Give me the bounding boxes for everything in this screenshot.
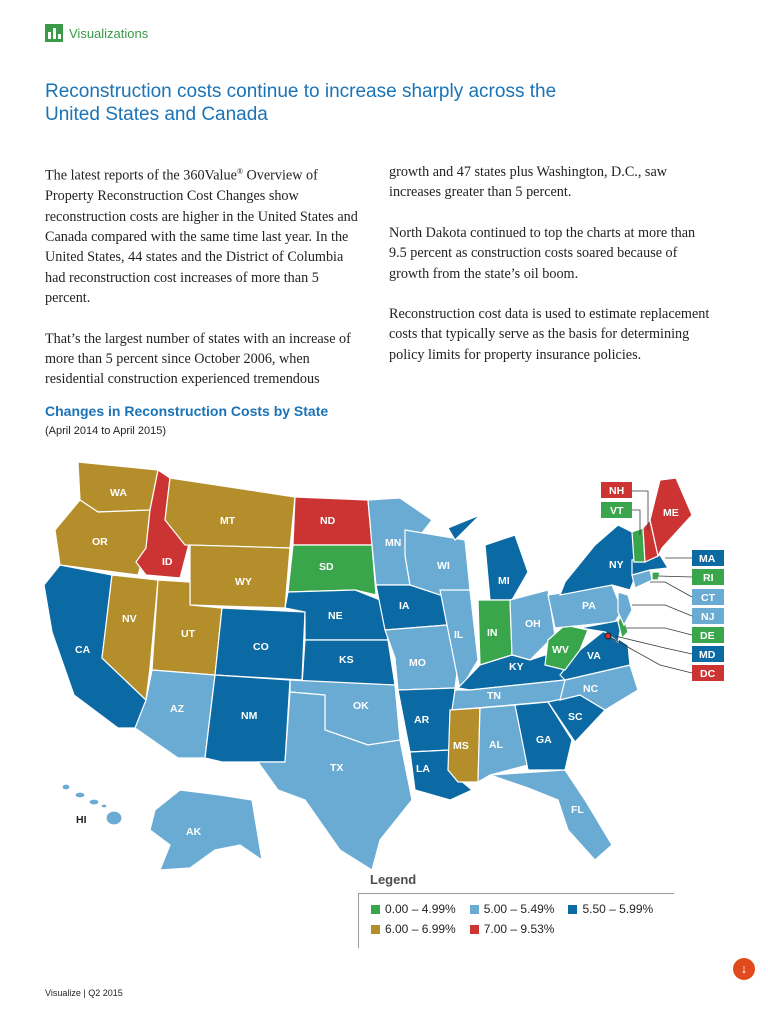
label-NE: NE <box>328 610 343 622</box>
label-ID: ID <box>162 556 173 568</box>
label-IN: IN <box>487 627 498 639</box>
callout-RI <box>692 569 724 585</box>
state-MT <box>165 478 295 548</box>
label-OR: OR <box>92 536 108 548</box>
state-HI <box>62 784 122 825</box>
body-column-left <box>45 162 367 410</box>
label-OK: OK <box>353 700 369 712</box>
label-KY: KY <box>509 661 524 673</box>
label-TX: TX <box>330 762 344 774</box>
label-NM: NM <box>241 710 258 722</box>
body-paragraph: The latest reports of the 360Value® Overview of Property Reconstruction Cost Changes show reconstruction costs are higher in the United States and Canada compared with the same time last year. In the United States, 44 states and the District of Columbia had reconstruction cost increases of more than 5 percent. <box>45 167 358 307</box>
body-column-right <box>389 162 711 385</box>
legend-item-red: 7.00 – 9.53% <box>470 922 555 936</box>
callout-MD <box>692 646 724 662</box>
state-FL <box>490 770 612 860</box>
label-KS: KS <box>339 654 354 666</box>
body-paragraph: North Dakota continued to top the charts at more than 9.5 percent as construction costs soared because of growth from the state’s oil boom. <box>389 224 696 282</box>
label-IL: IL <box>454 629 464 641</box>
svg-text:DC: DC <box>700 668 716 680</box>
body-paragraph: That’s the largest number of states with an increase of more than 5 percent since October 2006, when residential construction experienced tremendous <box>45 330 351 388</box>
label-AL: AL <box>489 739 503 751</box>
svg-text:DE: DE <box>700 630 715 642</box>
body-paragraph: Reconstruction cost data is used to estimate replacement costs that typically serve as the basis for determining policy limits for property insurance policies. <box>389 306 710 363</box>
svg-text:NJ: NJ <box>701 611 715 623</box>
legend-item-dark: 5.50 – 5.99% <box>568 902 653 916</box>
bar-chart-icon <box>45 24 63 42</box>
label-IA: IA <box>399 600 410 612</box>
svg-text:MA: MA <box>699 553 716 565</box>
label-AZ: AZ <box>170 703 184 715</box>
label-WA: WA <box>110 487 127 499</box>
page-title: Reconstruction costs continue to increase sharply across the United States and Canada <box>45 81 557 125</box>
us-map <box>0 440 768 870</box>
label-NC: NC <box>583 683 599 695</box>
dc-marker <box>605 633 611 639</box>
callout-VT <box>601 502 632 518</box>
callout-DE <box>692 627 724 643</box>
label-ND: ND <box>320 515 336 527</box>
legend-item-light: 5.00 – 5.49% <box>470 902 555 916</box>
label-WY: WY <box>235 576 252 588</box>
label-NV: NV <box>122 613 137 625</box>
label-MS: MS <box>453 740 469 752</box>
down-arrow-icon[interactable]: ↓ <box>733 958 755 980</box>
label-MO: MO <box>409 657 426 669</box>
map-legend <box>358 872 674 948</box>
callout-NJ <box>692 608 724 624</box>
label-UT: UT <box>181 628 195 640</box>
section-label: Visualizations <box>69 25 149 41</box>
legend-title: Legend <box>370 872 417 887</box>
label-AK: AK <box>186 826 202 838</box>
label-OH: OH <box>525 618 541 630</box>
label-CO: CO <box>253 641 269 653</box>
label-TN: TN <box>487 690 501 702</box>
label-LA: LA <box>416 763 430 775</box>
label-ME: ME <box>663 507 679 519</box>
legend-item-green: 0.00 – 4.99% <box>371 902 456 916</box>
body-paragraph: growth and 47 states plus Washington, D.C., saw increases greater than 5 percent. <box>389 164 667 201</box>
callout-CT <box>692 589 724 605</box>
callout-MA <box>692 550 724 566</box>
label-WI: WI <box>437 560 450 572</box>
svg-text:NH: NH <box>609 485 625 497</box>
label-PA: PA <box>582 600 596 612</box>
callout-NH <box>601 482 632 498</box>
svg-text:VT: VT <box>610 505 624 517</box>
label-WV: WV <box>552 644 569 656</box>
footer: Visualize | Q2 2015 <box>45 988 123 998</box>
section-header <box>45 24 148 42</box>
label-FL: FL <box>571 804 584 816</box>
state-NY <box>560 525 638 595</box>
svg-text:CT: CT <box>701 592 715 604</box>
svg-text:MD: MD <box>699 649 716 661</box>
label-MI: MI <box>498 575 510 587</box>
label-MN: MN <box>385 537 402 549</box>
label-VA: VA <box>587 650 601 662</box>
label-HI: HI <box>76 814 87 826</box>
legend-item-gold: 6.00 – 6.99% <box>371 922 456 936</box>
state-AK <box>150 790 262 870</box>
label-NY: NY <box>609 559 624 571</box>
label-SC: SC <box>568 711 583 723</box>
label-SD: SD <box>319 561 334 573</box>
label-GA: GA <box>536 734 552 746</box>
label-MT: MT <box>220 515 236 527</box>
map-subtitle: (April 2014 to April 2015) <box>45 425 167 437</box>
callout-DC <box>692 665 724 681</box>
label-CA: CA <box>75 644 91 656</box>
map-title: Changes in Reconstruction Costs by State <box>45 403 329 419</box>
svg-text:RI: RI <box>703 572 714 584</box>
label-AR: AR <box>414 714 430 726</box>
